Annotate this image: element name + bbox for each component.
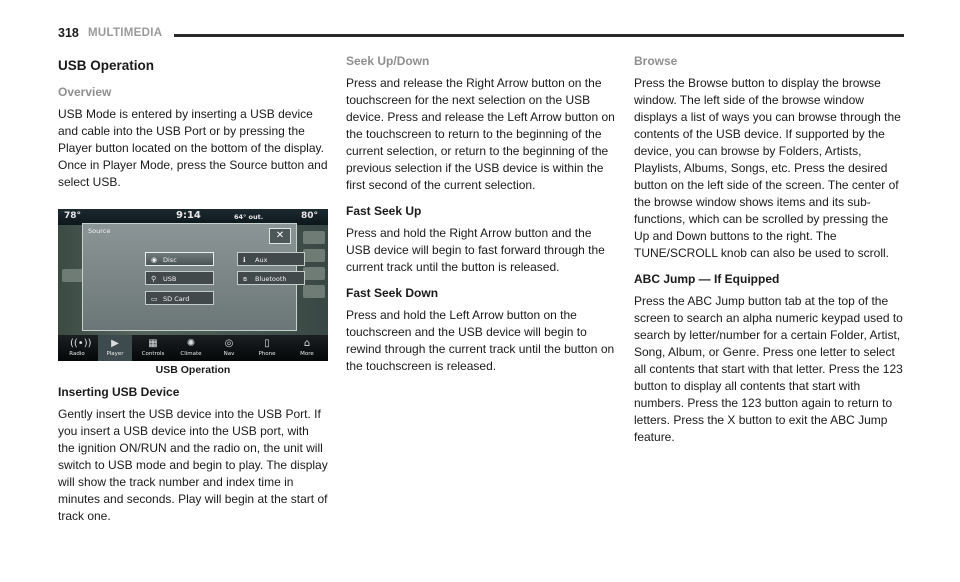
source-disc-button[interactable]: ◉ Disc	[145, 252, 214, 266]
fast-seek-down-heading: Fast Seek Down	[346, 286, 439, 300]
radio-icon: ((•))	[70, 338, 92, 349]
close-button[interactable]: ✕	[269, 228, 291, 244]
inserting-heading: Inserting USB Device	[58, 385, 180, 399]
fast-seek-down-text: Press and hold the Left Arrow button on the touchscreen and the USB device will begin to rewind through the current track until the button on the touchscreen is released.	[346, 308, 615, 373]
climate-icon: ✺	[186, 338, 196, 349]
abc-jump-heading: ABC Jump — If Equipped	[634, 272, 780, 286]
column-right	[634, 54, 906, 456]
nav-controls[interactable]: ▦ Controls	[141, 338, 165, 357]
side-button-left	[62, 269, 84, 282]
bluetooth-icon: ʙ	[243, 275, 248, 283]
usb-icon: ⚲	[151, 275, 157, 283]
compass-icon: ◎	[224, 338, 234, 349]
page-number: 318	[58, 26, 79, 40]
page-header	[58, 26, 904, 46]
source-dialog	[82, 223, 297, 331]
nav-radio[interactable]: ((•)) Radio	[69, 338, 92, 357]
overview-text: USB Mode is entered by inserting a USB device and cable into the USB Port or by pressing the Player button located on the bottom of the display. Once in Player Mode, press the Source button and select USB.	[58, 107, 328, 189]
sd-card-icon: ▭	[151, 295, 158, 303]
controls-icon: ▦	[148, 338, 158, 349]
screen-nav-bar	[58, 335, 328, 361]
column-middle	[346, 54, 616, 385]
section-title: MULTIMEDIA	[88, 26, 163, 39]
usb-operation-screenshot	[58, 209, 328, 361]
header-rule	[174, 34, 904, 37]
phone-icon: ▯	[264, 338, 270, 349]
browse-text: Press the Browse button to display the browse window. The left side of the browse window displays a list of ways you can browse through the contents of the USB device. If supported by the device, you can browse by Folders, Artists, Playlists, Albums, Songs, etc. Press the desired button on the left side of the screen. The center of the browse window shows items and its sub-functions, which can be scrolled by pressing the Up and Down buttons to the right. The TUNE/SCROLL knob can also be used to scroll.	[634, 76, 901, 260]
fast-seek-up-text: Press and hold the Right Arrow button and the USB device will begin to fast forward through the current track until the button is released.	[346, 226, 605, 274]
source-sd-card-button[interactable]: ▭ SD Card	[145, 291, 214, 305]
inserting-text: Gently insert the USB device into the USB Port. If you insert a USB device into the USB port, with the ignition ON/RUN and the radio on, the unit will switch to USB mode and begin to play. The display will show the track number and index time in minutes and seconds. Play will begin at the start of track one.	[58, 407, 328, 523]
nav-phone[interactable]: ▯ Phone	[258, 338, 276, 357]
side-button-2	[303, 249, 325, 262]
nav-more[interactable]: ⌂ More	[300, 338, 314, 357]
temp-left: 78°	[64, 211, 82, 221]
seek-text: Press and release the Right Arrow button on the touchscreen for the next selection on the USB device. Press and release the Left Arrow button on the touchscreen to return to the beginning of the current selection, or return to the beginning of the previous selection if the USB device is within the first second of the current selection.	[346, 76, 615, 192]
source-aux-button[interactable]: ℹ Aux	[237, 252, 305, 266]
outside-temp: 64° out.	[234, 213, 264, 221]
side-button-3	[303, 267, 325, 280]
overview-heading: Overview	[58, 85, 112, 99]
source-bluetooth-button[interactable]: ʙ Bluetooth	[237, 271, 305, 285]
abc-jump-text: Press the ABC Jump button tab at the top of the screen to search an alpha numeric keypad used to search by letter/number for a certain Folder, Artist, Song, Album, or Genre. Press one letter to select all contents that start with that letter. Press the 123 button to display all contents that start with numbers. Press the 123 button again to return to letters. Press the X button to exit the ABC Jump feature.	[634, 294, 903, 444]
aux-icon: ℹ	[243, 256, 246, 264]
column-left	[58, 54, 328, 535]
fast-seek-up-heading: Fast Seek Up	[346, 204, 422, 218]
clock: 9:14	[176, 210, 201, 221]
disc-icon: ◉	[151, 256, 158, 264]
side-button-4	[303, 285, 325, 298]
nav-nav[interactable]: ◎ Nav	[223, 338, 235, 357]
figure-caption: USB Operation	[155, 364, 231, 376]
seek-heading: Seek Up/Down	[346, 54, 430, 68]
browse-heading: Browse	[634, 54, 678, 68]
side-button-1	[303, 231, 325, 244]
source-dialog-title: Source	[88, 227, 111, 235]
player-icon: ▶	[111, 338, 119, 349]
usb-operation-title: USB Operation	[58, 58, 155, 73]
nav-player[interactable]: ▶ Player	[98, 335, 132, 361]
nav-climate[interactable]: ✺ Climate	[180, 338, 202, 357]
temp-right: 80°	[301, 211, 319, 221]
source-usb-button[interactable]: ⚲ USB	[145, 271, 214, 285]
more-icon: ⌂	[303, 338, 311, 349]
